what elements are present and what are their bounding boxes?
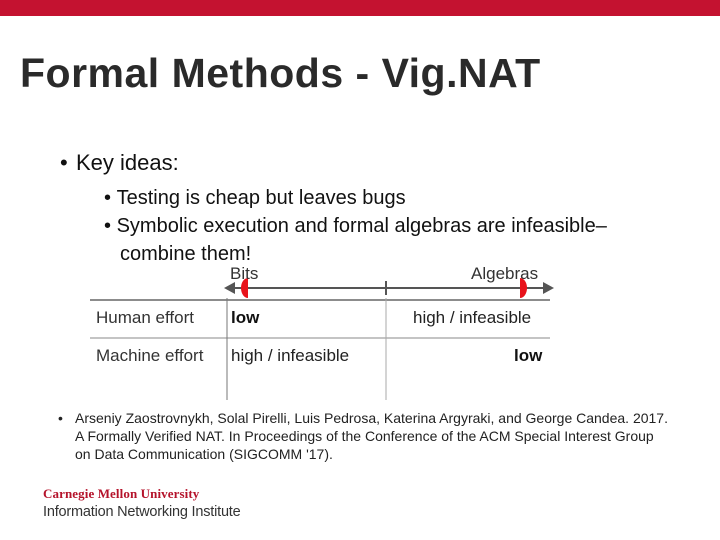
cell-human-right: high / infeasible xyxy=(413,308,532,327)
bullet-dot-icon: • xyxy=(58,410,63,426)
cmu-ini-logo xyxy=(43,486,241,520)
row-label-machine-effort: Machine effort xyxy=(96,346,204,365)
tradeoff-diagram xyxy=(88,262,558,402)
subbullet-text: Testing is cheap but leaves bugs xyxy=(116,187,406,209)
bullet-key-ideas xyxy=(60,150,680,176)
reference-text: Arseniy Zaostrovnykh, Solal Pirelli, Luis Pedrosa, Katerina Argyraki, and George Candea. 2017. A Formally Verified NAT. In Proceedings of the Conference of the ACM Special Interest Group on Data Communication (SIGCOMM '17). xyxy=(75,410,668,462)
bullet-text: Key ideas: xyxy=(76,150,179,175)
subbullet-item xyxy=(104,212,680,268)
bullet-list xyxy=(60,150,680,268)
arrow-right-head xyxy=(543,282,554,294)
subbullet-list xyxy=(60,184,680,268)
top-accent-bar xyxy=(0,0,720,16)
algebras-label: Algebras xyxy=(471,264,539,283)
subbullet-item xyxy=(104,184,680,212)
bullet-dot-icon: • xyxy=(104,215,112,237)
bullet-dot-icon: • xyxy=(60,150,68,175)
cell-machine-right: low xyxy=(514,346,543,365)
logo-institute-name: Information Networking Institute xyxy=(43,504,241,520)
bullet-dot-icon: • xyxy=(104,187,112,209)
cell-machine-left: high / infeasible xyxy=(231,346,350,365)
bits-label: Bits xyxy=(230,264,259,283)
cell-human-left: low xyxy=(231,308,260,327)
subbullet-text: Symbolic execution and formal algebras are infeasible– combine them! xyxy=(116,215,607,265)
reference-citation xyxy=(58,409,668,463)
slide-title: Formal Methods - Vig.NAT xyxy=(20,50,541,96)
row-label-human-effort: Human effort xyxy=(96,308,194,327)
logo-university-name: Carnegie Mellon University xyxy=(43,486,200,501)
